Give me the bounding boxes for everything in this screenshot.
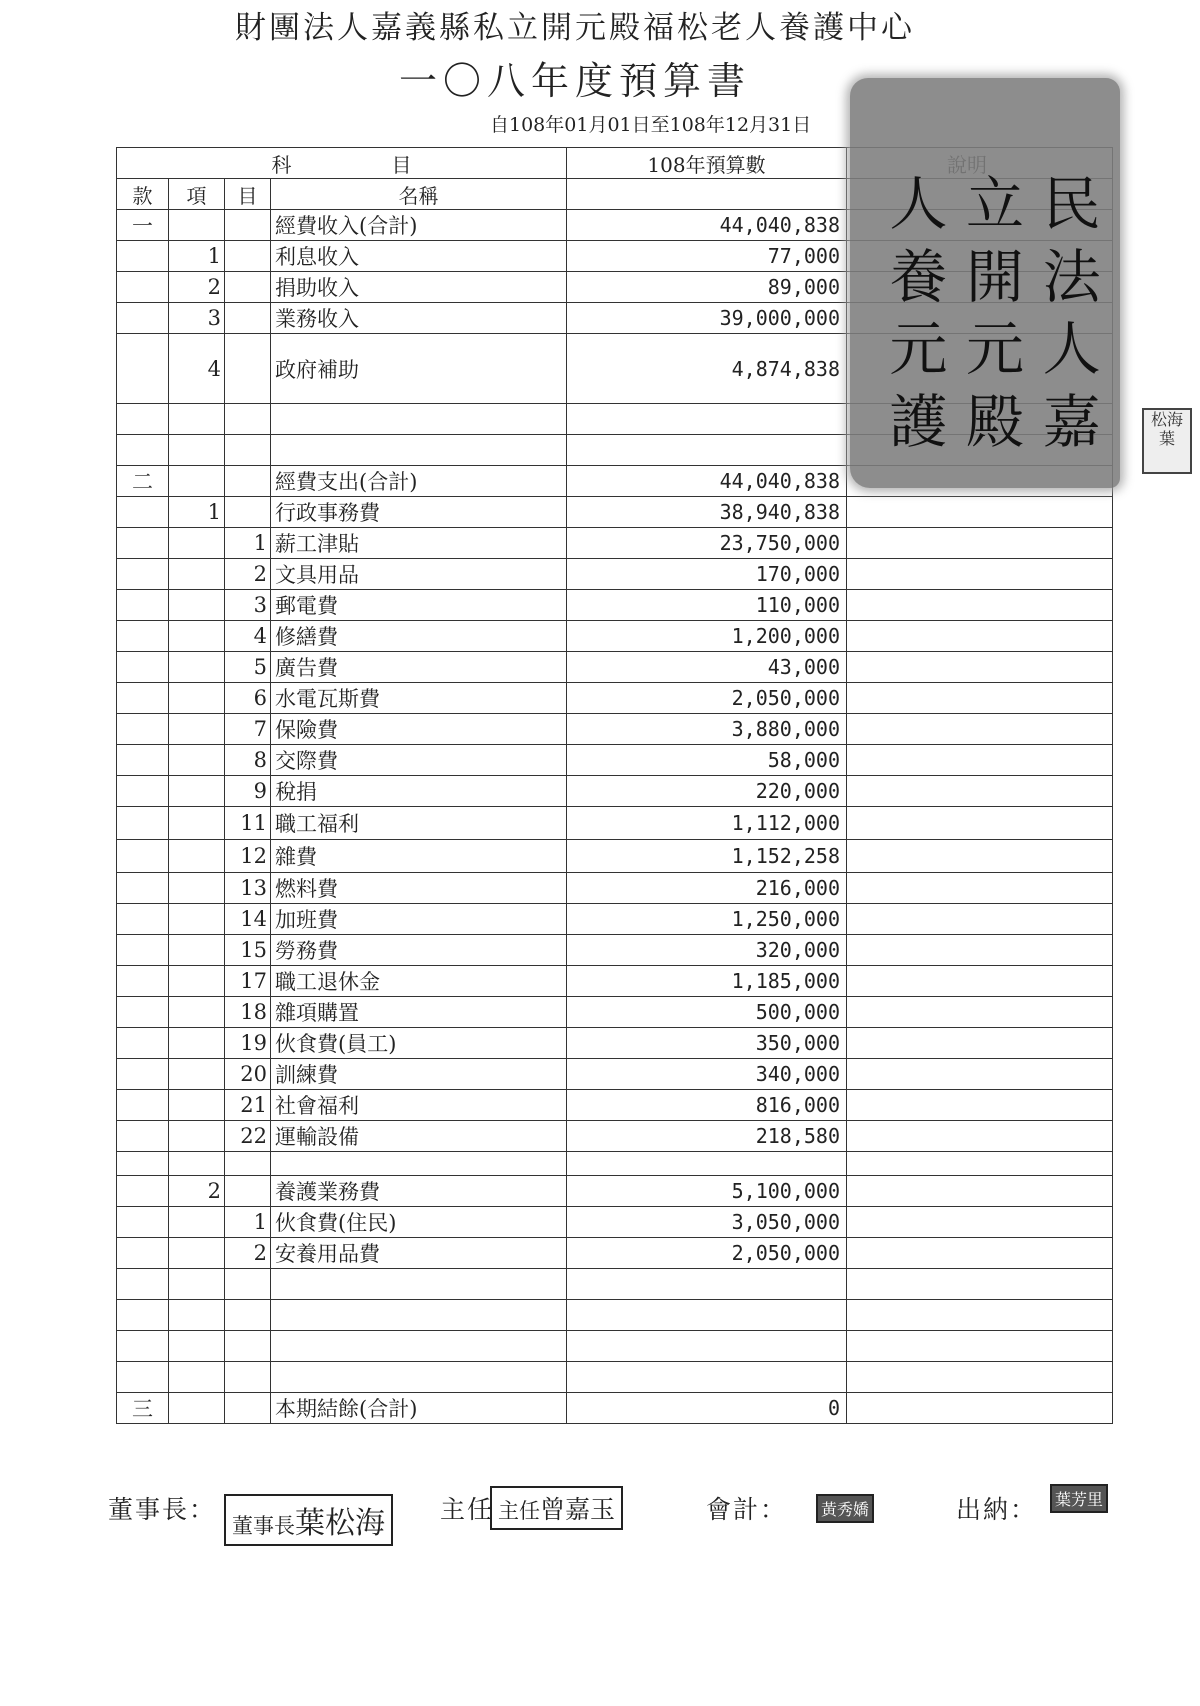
row-amount: 39,000,000 — [567, 303, 847, 334]
row-mu — [225, 1393, 271, 1424]
row-amount: 816,000 — [567, 1090, 847, 1121]
row-remark — [847, 1028, 1113, 1059]
row-mu: 13 — [225, 873, 271, 904]
row-xiang — [169, 210, 225, 241]
row-remark — [847, 1090, 1113, 1121]
row-name: 水電瓦斯費 — [271, 683, 567, 714]
table-row — [117, 1090, 1113, 1121]
table-row — [117, 1238, 1113, 1269]
row-mu — [225, 404, 271, 435]
row-xiang — [169, 1152, 225, 1176]
row-remark — [847, 840, 1113, 873]
director-label: 主任 — [440, 1495, 495, 1524]
row-amount: 23,750,000 — [567, 528, 847, 559]
row-xiang — [169, 528, 225, 559]
seal-char: 嘉 — [1042, 387, 1101, 456]
seal-char: 開 — [965, 242, 1024, 311]
row-name: 勞務費 — [271, 935, 567, 966]
row-kuan: 二 — [117, 466, 169, 497]
row-kuan — [117, 1238, 169, 1269]
small-seal — [1142, 408, 1192, 474]
seal-char: 人 — [889, 170, 948, 238]
row-xiang — [169, 714, 225, 745]
row-name: 社會福利 — [271, 1090, 567, 1121]
row-amount: 1,152,258 — [567, 840, 847, 873]
row-amount: 1,250,000 — [567, 904, 847, 935]
row-name: 安養用品費 — [271, 1238, 567, 1269]
row-amount: 500,000 — [567, 997, 847, 1028]
row-name — [271, 404, 567, 435]
row-name — [271, 1331, 567, 1362]
row-amount: 2,050,000 — [567, 683, 847, 714]
row-name: 養護業務費 — [271, 1176, 567, 1207]
table-row — [117, 1300, 1113, 1331]
row-xiang: 1 — [169, 241, 225, 272]
row-kuan — [117, 745, 169, 776]
table-row — [117, 590, 1113, 621]
row-kuan — [117, 1207, 169, 1238]
row-mu: 5 — [225, 652, 271, 683]
row-kuan — [117, 497, 169, 528]
row-mu — [225, 1152, 271, 1176]
row-kuan — [117, 1362, 169, 1393]
row-kuan — [117, 1028, 169, 1059]
table-row — [117, 1393, 1113, 1424]
row-mu — [225, 272, 271, 303]
row-kuan — [117, 1121, 169, 1152]
table-row — [117, 1121, 1113, 1152]
row-kuan — [117, 559, 169, 590]
row-mu: 19 — [225, 1028, 271, 1059]
director-stamp-name: 曾嘉玉 — [540, 1495, 616, 1524]
row-name: 稅捐 — [271, 776, 567, 807]
row-remark — [847, 621, 1113, 652]
table-row — [117, 840, 1113, 873]
row-mu: 22 — [225, 1121, 271, 1152]
row-xiang — [169, 904, 225, 935]
row-name: 業務收入 — [271, 303, 567, 334]
chairman-stamp — [224, 1494, 393, 1546]
row-xiang — [169, 559, 225, 590]
row-mu: 2 — [225, 559, 271, 590]
row-name: 伙食費(員工) — [271, 1028, 567, 1059]
row-xiang — [169, 1238, 225, 1269]
row-remark — [847, 497, 1113, 528]
row-amount: 1,185,000 — [567, 966, 847, 997]
row-xiang — [169, 1362, 225, 1393]
row-kuan — [117, 652, 169, 683]
row-mu — [225, 1331, 271, 1362]
row-amount: 170,000 — [567, 559, 847, 590]
table-row — [117, 683, 1113, 714]
row-name: 政府補助 — [271, 334, 567, 404]
row-mu — [225, 466, 271, 497]
row-kuan — [117, 714, 169, 745]
row-kuan — [117, 807, 169, 840]
director-stamp-prefix: 主任 — [498, 1499, 540, 1523]
table-row — [117, 1362, 1113, 1393]
row-kuan — [117, 966, 169, 997]
row-xiang — [169, 1207, 225, 1238]
table-row — [117, 1269, 1113, 1300]
row-mu — [225, 303, 271, 334]
table-row — [117, 1028, 1113, 1059]
row-xiang — [169, 1269, 225, 1300]
table-row — [117, 714, 1113, 745]
header-mu: 目 — [225, 179, 271, 210]
row-name: 伙食費(住民) — [271, 1207, 567, 1238]
row-amount — [567, 1269, 847, 1300]
row-xiang — [169, 1121, 225, 1152]
row-kuan — [117, 997, 169, 1028]
row-remark — [847, 966, 1113, 997]
row-kuan — [117, 590, 169, 621]
accountant-stamp: 黃秀嬌 — [816, 1494, 874, 1523]
row-amount — [567, 404, 847, 435]
row-mu: 2 — [225, 1238, 271, 1269]
row-kuan — [117, 904, 169, 935]
row-amount: 218,580 — [567, 1121, 847, 1152]
org-title: 財團法人嘉義縣私立開元殿福松老人養護中心 — [235, 10, 915, 46]
row-remark — [847, 745, 1113, 776]
row-remark — [847, 873, 1113, 904]
row-kuan — [117, 1269, 169, 1300]
table-row — [117, 652, 1113, 683]
row-xiang — [169, 840, 225, 873]
row-kuan — [117, 776, 169, 807]
row-xiang — [169, 435, 225, 466]
row-xiang — [169, 590, 225, 621]
row-kuan — [117, 1090, 169, 1121]
row-name: 雜項購置 — [271, 997, 567, 1028]
row-xiang — [169, 1300, 225, 1331]
row-name: 職工退休金 — [271, 966, 567, 997]
row-kuan — [117, 873, 169, 904]
row-remark — [847, 1269, 1113, 1300]
row-amount: 44,040,838 — [567, 210, 847, 241]
row-mu — [225, 1362, 271, 1393]
row-mu — [225, 1300, 271, 1331]
cashier-stamp: 葉芳里 — [1050, 1484, 1108, 1513]
row-xiang — [169, 966, 225, 997]
row-remark — [847, 1393, 1113, 1424]
table-row — [117, 559, 1113, 590]
row-amount: 38,940,838 — [567, 497, 847, 528]
seal-char: 元 — [965, 315, 1024, 383]
seal-char: 護 — [889, 387, 948, 456]
row-mu: 15 — [225, 935, 271, 966]
table-row — [117, 935, 1113, 966]
row-remark — [847, 652, 1113, 683]
table-row — [117, 966, 1113, 997]
row-kuan — [117, 1331, 169, 1362]
row-mu — [225, 1176, 271, 1207]
seal-char: 元 — [889, 315, 948, 383]
row-xiang: 4 — [169, 334, 225, 404]
row-mu: 20 — [225, 1059, 271, 1090]
table-row — [117, 745, 1113, 776]
row-kuan: 一 — [117, 210, 169, 241]
table-row — [117, 1331, 1113, 1362]
row-amount: 2,050,000 — [567, 1238, 847, 1269]
row-xiang — [169, 1028, 225, 1059]
table-row — [117, 528, 1113, 559]
row-amount: 3,880,000 — [567, 714, 847, 745]
row-kuan — [117, 621, 169, 652]
row-name: 修繕費 — [271, 621, 567, 652]
row-amount — [567, 1331, 847, 1362]
row-name — [271, 1269, 567, 1300]
row-name: 行政事務費 — [271, 497, 567, 528]
row-xiang — [169, 935, 225, 966]
row-name: 雜費 — [271, 840, 567, 873]
row-kuan — [117, 334, 169, 404]
header-kuan: 款 — [117, 179, 169, 210]
row-xiang — [169, 1331, 225, 1362]
row-xiang — [169, 807, 225, 840]
table-row — [117, 1059, 1113, 1090]
row-remark — [847, 1207, 1113, 1238]
row-amount: 3,050,000 — [567, 1207, 847, 1238]
row-remark — [847, 1152, 1113, 1176]
seal-char: 殿 — [965, 387, 1024, 456]
budget-period: 自108年01月01日至108年12月31日 — [490, 114, 812, 136]
row-xiang — [169, 466, 225, 497]
table-row — [117, 621, 1113, 652]
table-row — [117, 1207, 1113, 1238]
chairman-stamp-prefix: 董事長 — [232, 1514, 295, 1538]
row-kuan — [117, 1152, 169, 1176]
row-amount: 5,100,000 — [567, 1176, 847, 1207]
small-seal-text-2: 葉 — [1158, 429, 1175, 448]
row-xiang: 3 — [169, 303, 225, 334]
row-amount: 110,000 — [567, 590, 847, 621]
seal-char: 法 — [1042, 242, 1101, 311]
seal-characters — [880, 168, 1110, 458]
row-mu: 18 — [225, 997, 271, 1028]
row-xiang — [169, 873, 225, 904]
row-amount: 77,000 — [567, 241, 847, 272]
row-name: 捐助收入 — [271, 272, 567, 303]
row-amount: 220,000 — [567, 776, 847, 807]
row-name: 郵電費 — [271, 590, 567, 621]
row-xiang — [169, 404, 225, 435]
row-kuan — [117, 1300, 169, 1331]
header-budget-blank — [567, 179, 847, 210]
table-row — [117, 1152, 1113, 1176]
row-name: 職工福利 — [271, 807, 567, 840]
table-row — [117, 807, 1113, 840]
row-kuan — [117, 840, 169, 873]
chairman-label: 董事長： — [108, 1495, 217, 1524]
row-name: 運輸設備 — [271, 1121, 567, 1152]
row-kuan — [117, 1059, 169, 1090]
row-name: 廣告費 — [271, 652, 567, 683]
row-kuan — [117, 404, 169, 435]
row-amount: 44,040,838 — [567, 466, 847, 497]
row-mu — [225, 241, 271, 272]
row-mu: 1 — [225, 528, 271, 559]
row-mu: 4 — [225, 621, 271, 652]
row-name: 本期結餘(合計) — [271, 1393, 567, 1424]
row-name: 保險費 — [271, 714, 567, 745]
row-mu: 14 — [225, 904, 271, 935]
row-mu: 11 — [225, 807, 271, 840]
row-mu — [225, 1269, 271, 1300]
seal-char: 民 — [1042, 170, 1101, 238]
row-mu: 9 — [225, 776, 271, 807]
row-remark — [847, 683, 1113, 714]
row-xiang — [169, 1090, 225, 1121]
table-row — [117, 776, 1113, 807]
row-mu: 3 — [225, 590, 271, 621]
row-name: 交際費 — [271, 745, 567, 776]
document-title: 一〇八年度預算書 — [398, 59, 751, 103]
row-name — [271, 1300, 567, 1331]
row-name: 訓練費 — [271, 1059, 567, 1090]
row-remark — [847, 1238, 1113, 1269]
row-remark — [847, 1121, 1113, 1152]
row-mu — [225, 435, 271, 466]
small-seal-text: 松海 — [1150, 410, 1183, 429]
row-xiang: 2 — [169, 272, 225, 303]
row-mu: 6 — [225, 683, 271, 714]
row-remark — [847, 904, 1113, 935]
row-name: 利息收入 — [271, 241, 567, 272]
row-name: 經費收入(合計) — [271, 210, 567, 241]
row-xiang — [169, 1393, 225, 1424]
row-kuan — [117, 1176, 169, 1207]
row-amount: 320,000 — [567, 935, 847, 966]
row-xiang — [169, 745, 225, 776]
row-kuan — [117, 683, 169, 714]
row-mu — [225, 334, 271, 404]
row-name: 燃料費 — [271, 873, 567, 904]
signature-row — [0, 1490, 1200, 1570]
row-remark — [847, 776, 1113, 807]
seal-char: 養 — [889, 242, 948, 311]
cashier-label: 出納： — [956, 1495, 1038, 1524]
row-name — [271, 435, 567, 466]
row-remark — [847, 1362, 1113, 1393]
row-remark — [847, 590, 1113, 621]
row-kuan — [117, 528, 169, 559]
table-row — [117, 873, 1113, 904]
table-row — [117, 1176, 1113, 1207]
header-subject: 科 目 — [117, 148, 567, 179]
row-name — [271, 1152, 567, 1176]
row-amount: 4,874,838 — [567, 334, 847, 404]
row-remark — [847, 807, 1113, 840]
row-amount: 89,000 — [567, 272, 847, 303]
row-remark — [847, 1176, 1113, 1207]
row-mu — [225, 497, 271, 528]
row-name: 文具用品 — [271, 559, 567, 590]
row-amount: 58,000 — [567, 745, 847, 776]
row-amount: 1,112,000 — [567, 807, 847, 840]
row-remark — [847, 714, 1113, 745]
row-mu: 8 — [225, 745, 271, 776]
row-xiang — [169, 1059, 225, 1090]
row-remark — [847, 528, 1113, 559]
row-amount — [567, 1362, 847, 1393]
row-remark — [847, 1331, 1113, 1362]
row-amount — [567, 1152, 847, 1176]
row-amount: 216,000 — [567, 873, 847, 904]
row-remark — [847, 935, 1113, 966]
header-xiang: 項 — [169, 179, 225, 210]
row-remark — [847, 1300, 1113, 1331]
row-xiang — [169, 997, 225, 1028]
accountant-label: 會計： — [706, 1495, 788, 1524]
director-stamp — [490, 1486, 623, 1530]
row-amount — [567, 435, 847, 466]
row-xiang: 1 — [169, 497, 225, 528]
row-remark — [847, 1059, 1113, 1090]
seal-char: 立 — [965, 170, 1024, 238]
row-amount: 1,200,000 — [567, 621, 847, 652]
row-name — [271, 1362, 567, 1393]
row-name: 經費支出(合計) — [271, 466, 567, 497]
row-mu: 21 — [225, 1090, 271, 1121]
row-mu: 7 — [225, 714, 271, 745]
row-remark — [847, 559, 1113, 590]
header-name: 名稱 — [271, 179, 567, 210]
row-xiang — [169, 776, 225, 807]
row-name: 薪工津貼 — [271, 528, 567, 559]
row-kuan — [117, 303, 169, 334]
row-mu — [225, 210, 271, 241]
row-xiang: 2 — [169, 1176, 225, 1207]
row-kuan — [117, 272, 169, 303]
seal-char: 人 — [1042, 315, 1101, 383]
header-budget: 108年預算數 — [567, 148, 847, 179]
row-kuan: 三 — [117, 1393, 169, 1424]
row-amount — [567, 1300, 847, 1331]
table-row — [117, 997, 1113, 1028]
row-xiang — [169, 652, 225, 683]
row-name: 加班費 — [271, 904, 567, 935]
row-remark — [847, 997, 1113, 1028]
row-kuan — [117, 435, 169, 466]
row-amount: 0 — [567, 1393, 847, 1424]
table-row — [117, 904, 1113, 935]
row-mu: 12 — [225, 840, 271, 873]
chairman-stamp-name: 葉松海 — [295, 1506, 385, 1541]
row-xiang — [169, 621, 225, 652]
row-xiang — [169, 683, 225, 714]
row-mu: 17 — [225, 966, 271, 997]
row-kuan — [117, 241, 169, 272]
table-row — [117, 497, 1113, 528]
row-amount: 43,000 — [567, 652, 847, 683]
row-mu: 1 — [225, 1207, 271, 1238]
row-amount: 350,000 — [567, 1028, 847, 1059]
row-kuan — [117, 935, 169, 966]
row-amount: 340,000 — [567, 1059, 847, 1090]
